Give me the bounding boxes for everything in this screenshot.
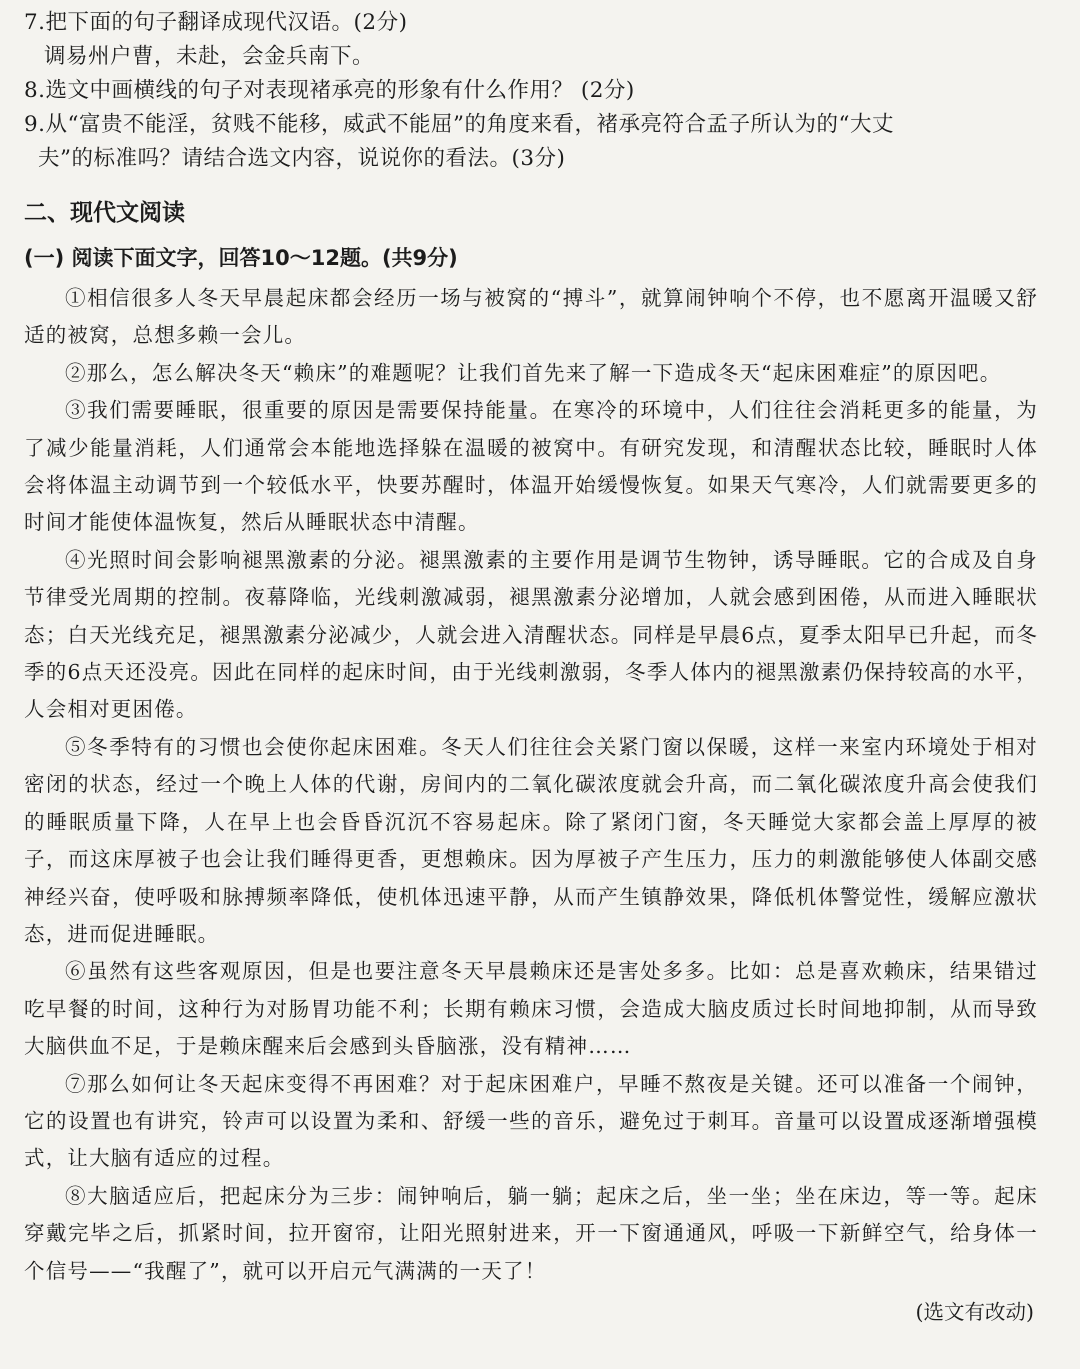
- paragraph-1: ①相信很多人冬天早晨起床都会经历一场与被窝的“搏斗”，就算闹钟响个不停，也不愿离开温暖又舒适的被窝，总想多赖一会儿。: [24, 286, 1038, 348]
- question-number: 8.: [24, 78, 46, 103]
- paragraph-7: ⑦那么如何让冬天起床变得不再困难？对于起床困难户，早睡不熬夜是关键。还可以准备一个闹钟，它的设置也有讲究，铃声可以设置为柔和、舒缓一些的音乐，避免过于刺耳。音量可以设置成逐渐增强模式，让大脑有适应的过程。: [24, 1071, 1038, 1171]
- question-text: 把下面的句子翻译成现代汉语。(2分): [45, 10, 408, 35]
- source-note: (选文有改动): [915, 1299, 1034, 1324]
- paragraph-6: ⑥虽然有这些客观原因，但是也要注意冬天早晨赖床还是害处多多。比如：总是喜欢赖床，结果错过吃早餐的时间，这种行为对肠胃功能不利；长期有赖床习惯，会造成大脑皮质过长时间地抑制，从而导致大脑供血不足，于是赖床醒来后会感到头昏脑涨，没有精神……: [24, 959, 1038, 1059]
- paragraph-5: ⑤冬季特有的习惯也会使你起床困难。冬天人们往往会关紧门窗以保暖，这样一来室内环境处于相对密闭的状态，经过一个晚上人体的代谢，房间内的二氧化碳浓度就会升高，而二氧化碳浓度升高会使我们的睡眠质量下降，人在早上也会昏昏沉沉不容易起床。除了紧闭门窗，冬天睡觉大家都会盖上厚厚的被子，而这床厚被子也会让我们睡得更香，更想赖床。因为厚被子产生压力，压力的刺激能够使人体副交感神经兴奋，使呼吸和脉搏频率降低，使机体迅速平静，从而产生镇静效果，降低机体警觉性，缓解应激状态，进而促进睡眠。: [24, 734, 1038, 946]
- question-text: 选文中画横线的句子对表现褚承亮的形象有什么作用？ (2分): [45, 78, 635, 103]
- paragraph-3: ③我们需要睡眠，很重要的原因是需要保持能量。在寒冷的环境中，人们往往会消耗更多的能量，为了减少能量消耗，人们通常会本能地选择躲在温暖的被窝中。有研究发现，和清醒状态比较，睡眠时人体会将体温主动调节到一个较低水平，快要苏醒时，体温开始缓慢恢复。如果天气寒冷，人们就需要更多的时间才能使体温恢复，然后从睡眠状态中清醒。: [24, 398, 1038, 535]
- paragraph-2: ②那么，怎么解决冬天“赖床”的难题呢？让我们首先来了解一下造成冬天“起床困难症”的原因吧。: [65, 360, 1002, 385]
- section-title: 二、现代文阅读: [24, 200, 185, 226]
- translation-sentence: 调易州户曹，未赴，会金兵南下。: [44, 44, 375, 69]
- question-text: 从“富贵不能淫，贫贱不能移，威武不能屈”的角度来看，褚承亮符合孟子所认为的“大丈: [45, 112, 894, 137]
- paragraph-8: ⑧大脑适应后，把起床分为三步：闹钟响后，躺一躺；起床之后，坐一坐；坐在床边，等一等。起床穿戴完毕之后，抓紧时间，拉开窗帘，让阳光照射进来，开一下窗通通风，呼吸一下新鲜空气，给身体一个信号——“我醒了”，就可以开启元气满满的一天了！: [24, 1183, 1038, 1283]
- section-subtitle: (一) 阅读下面文字，回答10～12题。(共9分): [24, 246, 458, 270]
- question-7: [24, 6, 1038, 40]
- question-number: 7.: [24, 10, 46, 35]
- paragraph-4: ④光照时间会影响褪黑激素的分泌。褪黑激素的主要作用是调节生物钟，诱导睡眠。它的合成及自身节律受光周期的控制。夜幕降临，光线刺激减弱，褪黑激素分泌增加，人就会感到困倦，从而进入睡眠状态；白天光线充足，褪黑激素分泌减少，人就会进入清醒状态。同样是早晨6点，夏季太阳早已升起，而冬季的6点天还没亮。因此在同样的起床时间，由于光线刺激弱，冬季人体内的褪黑激素仍保持较高的水平，人会相对更困倦。: [24, 547, 1038, 722]
- question-8: [24, 74, 1038, 108]
- question-9-continued: 夫”的标准吗？请结合选文内容，说说你的看法。(3分): [38, 146, 566, 171]
- question-9: [24, 108, 1038, 142]
- question-number: 9.: [24, 112, 46, 137]
